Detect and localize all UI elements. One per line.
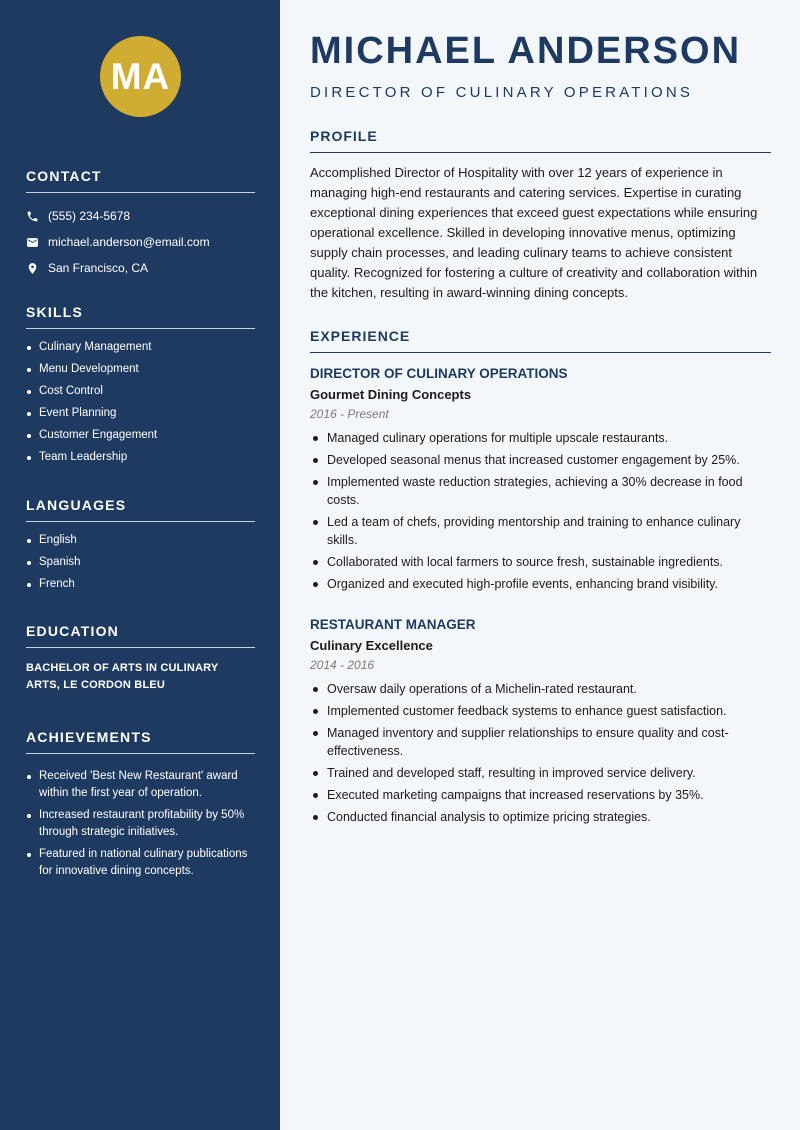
job-dates: 2016 - Present: [310, 407, 389, 421]
language-item: Spanish: [26, 554, 255, 571]
avatar: MA: [100, 36, 181, 117]
achievement-item: Featured in national culinary publications for innovative dining concepts.: [26, 846, 255, 880]
profile-summary: Accomplished Director of Hospitality with over 12 years of experience in managing high-end restaurants and catering services. Expertise in curating exceptional dining experiences that exceed guest expectations while ensuring operational excellence. Skilled in developing innovative menus, optimizing supply chain processes, and leading culinary teams to achieve consistent quality. Recognized for fostering a culture of creativity and collaboration within the kitchen, resulting in award-winning dining concepts.: [310, 165, 758, 300]
job-bullet: Led a team of chefs, providing mentorship and training to enhance culinary skills.: [310, 513, 771, 549]
job-bullet: Developed seasonal menus that increased customer engagement by 25%.: [310, 451, 771, 469]
skill-item: Team Leadership: [26, 449, 255, 466]
phone-text: (555) 234-5678: [48, 209, 131, 223]
email-icon: [26, 236, 39, 249]
education-section: [26, 623, 255, 694]
job-bullet: Executed marketing campaigns that increased reservations by 35%.: [310, 786, 771, 804]
job-title: RESTAURANT MANAGER: [310, 617, 476, 632]
skill-item: Customer Engagement: [26, 427, 255, 444]
contact-section: [26, 168, 255, 281]
job-bullet: Implemented customer feedback systems to enhance guest satisfaction.: [310, 702, 771, 720]
contact-heading: CONTACT: [26, 168, 255, 193]
languages-section: [26, 497, 255, 598]
job-title: DIRECTOR OF CULINARY OPERATIONS: [310, 366, 568, 381]
job-bullets: [310, 429, 771, 593]
education-degree: BACHELOR OF ARTS IN CULINARY ARTS, LE CORDON BLEU: [26, 662, 219, 691]
achievements-list: [26, 768, 255, 880]
languages-heading: LANGUAGES: [26, 497, 255, 522]
language-item: French: [26, 576, 255, 593]
location-pin-icon: [26, 262, 39, 275]
skills-section: [26, 304, 255, 471]
job-bullet: Trained and developed staff, resulting in improved service delivery.: [310, 764, 771, 782]
contact-location: [26, 255, 255, 281]
job-bullet: Oversaw daily operations of a Michelin-rated restaurant.: [310, 680, 771, 698]
job-company: Gourmet Dining Concepts: [310, 387, 472, 402]
job-bullets: [310, 680, 771, 826]
job-entry: [310, 617, 771, 830]
achievements-heading: ACHIEVEMENTS: [26, 729, 255, 754]
job-bullet: Collaborated with local farmers to source fresh, sustainable ingredients.: [310, 553, 771, 571]
phone-icon: [26, 210, 39, 223]
contact-list: [26, 203, 255, 281]
skill-item: Culinary Management: [26, 339, 255, 356]
skill-item: Cost Control: [26, 383, 255, 400]
job-company: Culinary Excellence: [310, 638, 433, 653]
profile-section: [310, 128, 771, 303]
education-heading: EDUCATION: [26, 623, 255, 648]
job-bullet: Managed inventory and supplier relationships to ensure quality and cost-effectiveness.: [310, 724, 771, 760]
achievement-item: Increased restaurant profitability by 50% through strategic initiatives.: [26, 807, 255, 841]
job-bullet: Implemented waste reduction strategies, achieving a 30% decrease in food costs.: [310, 473, 771, 509]
contact-phone: [26, 203, 255, 229]
languages-list: [26, 532, 255, 593]
location-text: San Francisco, CA: [48, 261, 149, 275]
achievements-section: [26, 729, 255, 885]
experience-section: [310, 328, 771, 353]
skill-item: Event Planning: [26, 405, 255, 422]
language-item: English: [26, 532, 255, 549]
job-bullet: Conducted financial analysis to optimize pricing strategies.: [310, 808, 771, 826]
achievement-item: Received 'Best New Restaurant' award within the first year of operation.: [26, 768, 255, 802]
sidebar: [0, 0, 280, 1130]
job-dates: 2014 - 2016: [310, 658, 375, 672]
contact-email: [26, 229, 255, 255]
skill-item: Menu Development: [26, 361, 255, 378]
email-text: michael.anderson@email.com: [48, 235, 210, 249]
job-entry: [310, 366, 771, 597]
experience-heading: EXPERIENCE: [310, 328, 771, 353]
skills-heading: SKILLS: [26, 304, 255, 329]
candidate-title: DIRECTOR OF CULINARY OPERATIONS: [310, 84, 694, 101]
skills-list: [26, 339, 255, 466]
candidate-name: MICHAEL ANDERSON: [310, 30, 742, 72]
job-bullet: Managed culinary operations for multiple upscale restaurants.: [310, 429, 771, 447]
job-bullet: Organized and executed high-profile events, enhancing brand visibility.: [310, 575, 771, 593]
profile-heading: PROFILE: [310, 128, 771, 153]
